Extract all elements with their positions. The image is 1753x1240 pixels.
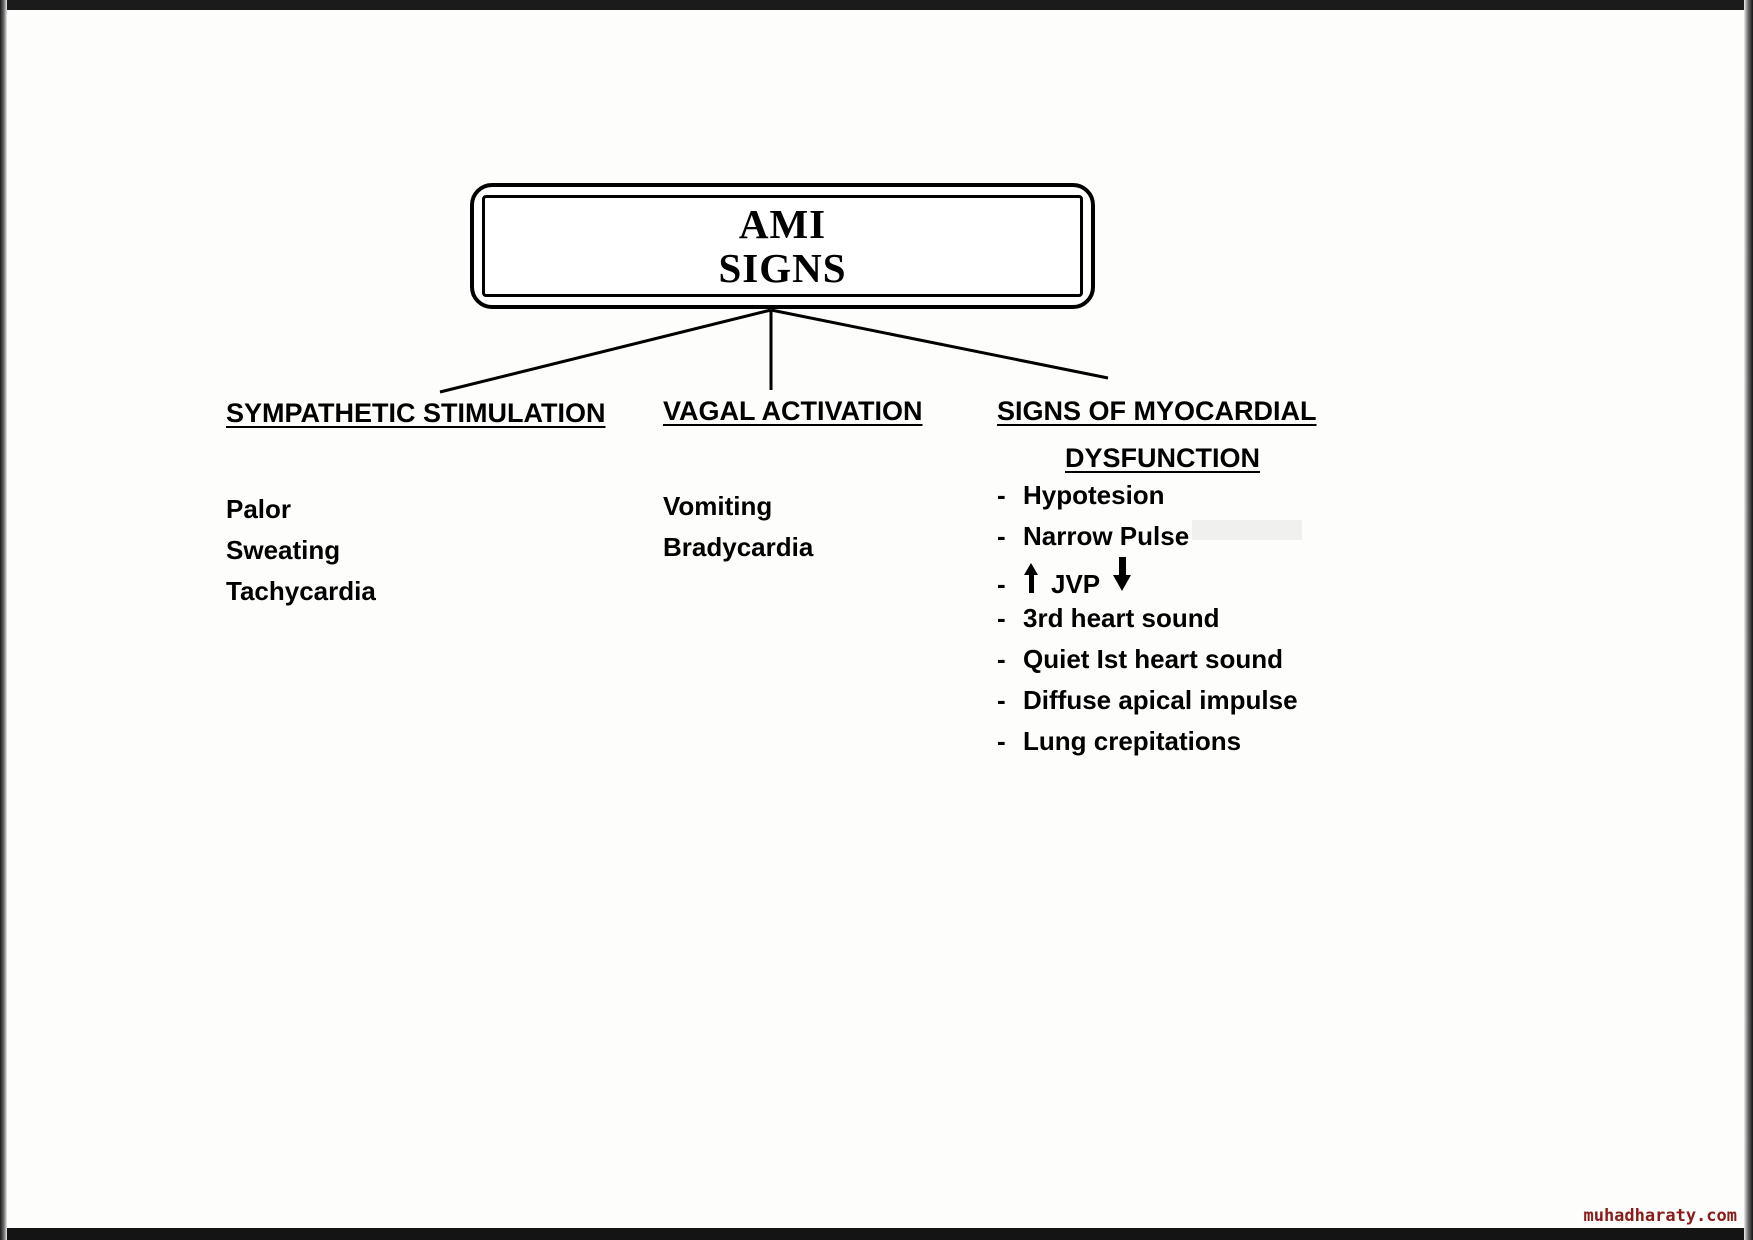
- title-line-1: AMI: [738, 200, 827, 247]
- list-item: Tachycardia: [226, 576, 376, 606]
- title-line-2: SIGNS: [718, 245, 847, 291]
- list-item-label: JVP: [1051, 569, 1101, 599]
- dash-bullet: -: [997, 685, 1006, 715]
- list-item: [997, 721, 1298, 762]
- list-myocardial: [997, 475, 1298, 762]
- list-item: Vomiting: [663, 491, 773, 521]
- list-item: [997, 475, 1298, 516]
- dash-bullet: -: [997, 603, 1006, 633]
- column-heading-myocardial-line1: SIGNS OF MYOCARDIAL: [997, 396, 1317, 426]
- list-sympathetic: [226, 489, 376, 612]
- title-box-inner: [482, 195, 1083, 297]
- column-heading-vagal: VAGAL ACTIVATION: [663, 396, 923, 426]
- list-item: [997, 680, 1298, 721]
- list-item: [997, 516, 1298, 557]
- dash-bullet: -: [997, 726, 1006, 756]
- list-item-label: Diffuse apical impulse: [1023, 685, 1298, 715]
- dash-bullet: -: [997, 644, 1006, 674]
- list-item: Bradycardia: [663, 532, 814, 562]
- list-item-label: Narrow Pulse: [1023, 521, 1190, 551]
- up-arrow-icon: [1023, 563, 1039, 593]
- scan-edge-right: [1744, 0, 1753, 1240]
- column-heading-sympathetic: SYMPATHETIC STIMULATION: [226, 398, 606, 428]
- scan-edge-left: [0, 0, 7, 1240]
- column-heading-myocardial-line2: DYSFUNCTION: [1065, 443, 1260, 473]
- list-item-label: Lung crepitations: [1023, 726, 1242, 756]
- dash-bullet: -: [997, 480, 1006, 510]
- dash-bullet: -: [997, 569, 1006, 599]
- list-item-label: 3rd heart sound: [1023, 603, 1220, 633]
- list-item-label: Quiet Ist heart sound: [1023, 644, 1284, 674]
- scan-edge-bottom: [0, 1228, 1753, 1240]
- scan-edge-top: [0, 0, 1753, 10]
- list-vagal: [663, 486, 813, 568]
- watermark: muhadharaty.com: [1583, 1206, 1737, 1226]
- list-item: Sweating: [226, 535, 341, 565]
- list-item: [997, 557, 1298, 598]
- down-arrow-icon: [1112, 557, 1134, 593]
- list-item: [997, 639, 1298, 680]
- list-item: [997, 598, 1298, 639]
- dash-bullet: -: [997, 521, 1006, 551]
- title-box: [470, 183, 1095, 309]
- list-item: Palor: [226, 494, 292, 524]
- list-item-label: Hypotesion: [1023, 480, 1165, 510]
